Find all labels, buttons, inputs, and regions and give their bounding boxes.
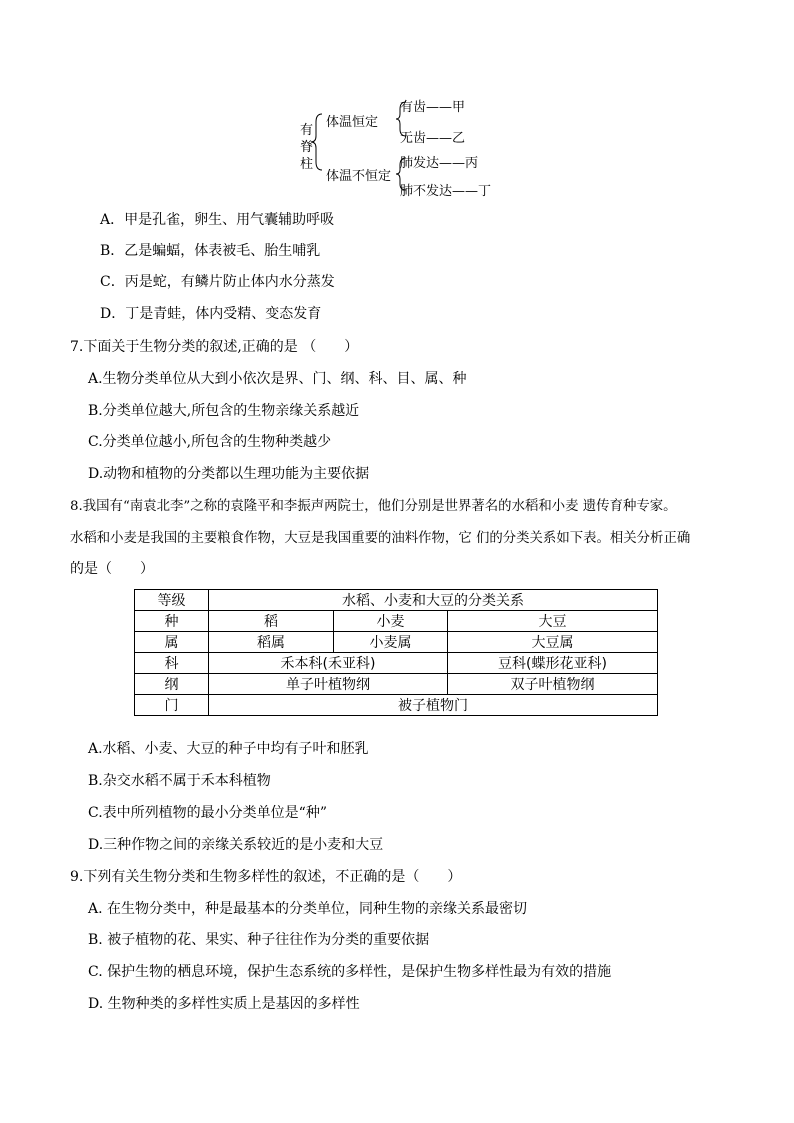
q6-option-b: B．乙是蝙蝠，体表被毛、胎生哺乳 (100, 243, 321, 259)
q8-option-a: A.水稻、小麦、大豆的种子中均有子叶和胚乳 (88, 741, 369, 757)
q8-option-b: B.杂交水稻不属于禾本科植物 (88, 773, 271, 789)
table-cell-rank: 科 (135, 653, 209, 674)
diagram-node-constant-temp: 体温恒定 (326, 115, 379, 130)
classification-diagram (296, 96, 526, 199)
q7-option-c: C.分类单位越小,所包含的生物种类越少 (88, 434, 332, 450)
q9-stem: 9.下列有关生物分类和生物多样性的叙述，不正确的是（ ） (70, 869, 462, 885)
table-header-title: 水稻、小麦和大豆的分类关系 (209, 590, 658, 611)
classification-table (134, 589, 658, 716)
table-cell-rank: 门 (135, 695, 209, 716)
table-cell: 大豆 (448, 611, 658, 632)
table-row (135, 611, 658, 632)
table-header-rank: 等级 (135, 590, 209, 611)
table-cell-rank: 属 (135, 632, 209, 653)
diagram-node-variable-temp: 体温不恒定 (326, 169, 392, 184)
table-cell: 小麦属 (334, 632, 448, 653)
q6-option-c: C．丙是蛇，有鳞片防止体内水分蒸发 (100, 274, 335, 290)
q8-option-c: C.表中所列植物的最小分类单位是“种” (88, 805, 327, 821)
q7-option-b: B.分类单位越大,所包含的生物亲缘关系越近 (88, 403, 360, 419)
q9-option-d: D. 生物种类的多样性实质上是基因的多样性 (88, 996, 360, 1012)
table-row (135, 695, 658, 716)
diagram-root-label: 有 脊 柱 (300, 123, 314, 172)
q9-option-a: A. 在生物分类中，种是最基本的分类单位，同种生物的亲缘关系最密切 (88, 901, 528, 917)
q8-option-d: D.三种作物之间的亲缘关系较近的是小麦和大豆 (88, 837, 384, 853)
q8-stem-line-3: 的是（ ） (70, 561, 154, 577)
table-cell: 大豆属 (448, 632, 658, 653)
table-cell: 被子植物门 (209, 695, 658, 716)
q9-option-c: C. 保护生物的栖息环境，保护生态系统的多样性，是保护生物多样性最为有效的措施 (88, 964, 612, 980)
q8-stem-line-2: 水稻和小麦是我国的主要粮食作物，大豆是我国重要的油料作物，它 们的分类关系如下表。相关分析正确 (70, 531, 691, 546)
table-cell: 禾本科(禾亚科) (209, 653, 448, 674)
table-cell: 小麦 (334, 611, 448, 632)
table-header-row (135, 590, 658, 611)
table-row (135, 632, 658, 653)
table-row (135, 674, 658, 695)
q9-option-b: B. 被子植物的花、果实、种子往往作为分类的重要依据 (88, 932, 430, 948)
q8-stem-line-1: 8.我国有“南袁北李”之称的袁隆平和李振声两院士，他们分别是世界著名的水稻和小麦 遗传育种专家。 (70, 499, 677, 514)
diagram-leaf-yi: 无齿——乙 (400, 131, 466, 146)
table-cell: 单子叶植物纲 (209, 674, 448, 695)
table-cell: 稻属 (209, 632, 334, 653)
table-row (135, 653, 658, 674)
diagram-leaf-jia: 有齿——甲 (400, 100, 466, 115)
table-cell: 豆科(蝶形花亚科) (448, 653, 658, 674)
table-cell-rank: 种 (135, 611, 209, 632)
diagram-leaf-bing: 肺发达——丙 (400, 156, 479, 171)
table-cell: 双子叶植物纲 (448, 674, 658, 695)
table-cell-rank: 纲 (135, 674, 209, 695)
q7-option-a: A.生物分类单位从大到小依次是界、门、纲、科、目、属、种 (88, 371, 467, 387)
q6-option-a: A．甲是孔雀，卵生、用气囊辅助呼吸 (100, 212, 335, 228)
q7-stem: 7.下面关于生物分类的叙述,正确的是 （ ） (70, 339, 359, 355)
diagram-leaf-ding: 肺不发达——丁 (400, 184, 492, 199)
q7-option-d: D.动物和植物的分类都以生理功能为主要依据 (88, 466, 370, 482)
q6-option-d: D．丁是青蛙，体内受精、变态发育 (100, 306, 322, 322)
table-cell: 稻 (209, 611, 334, 632)
